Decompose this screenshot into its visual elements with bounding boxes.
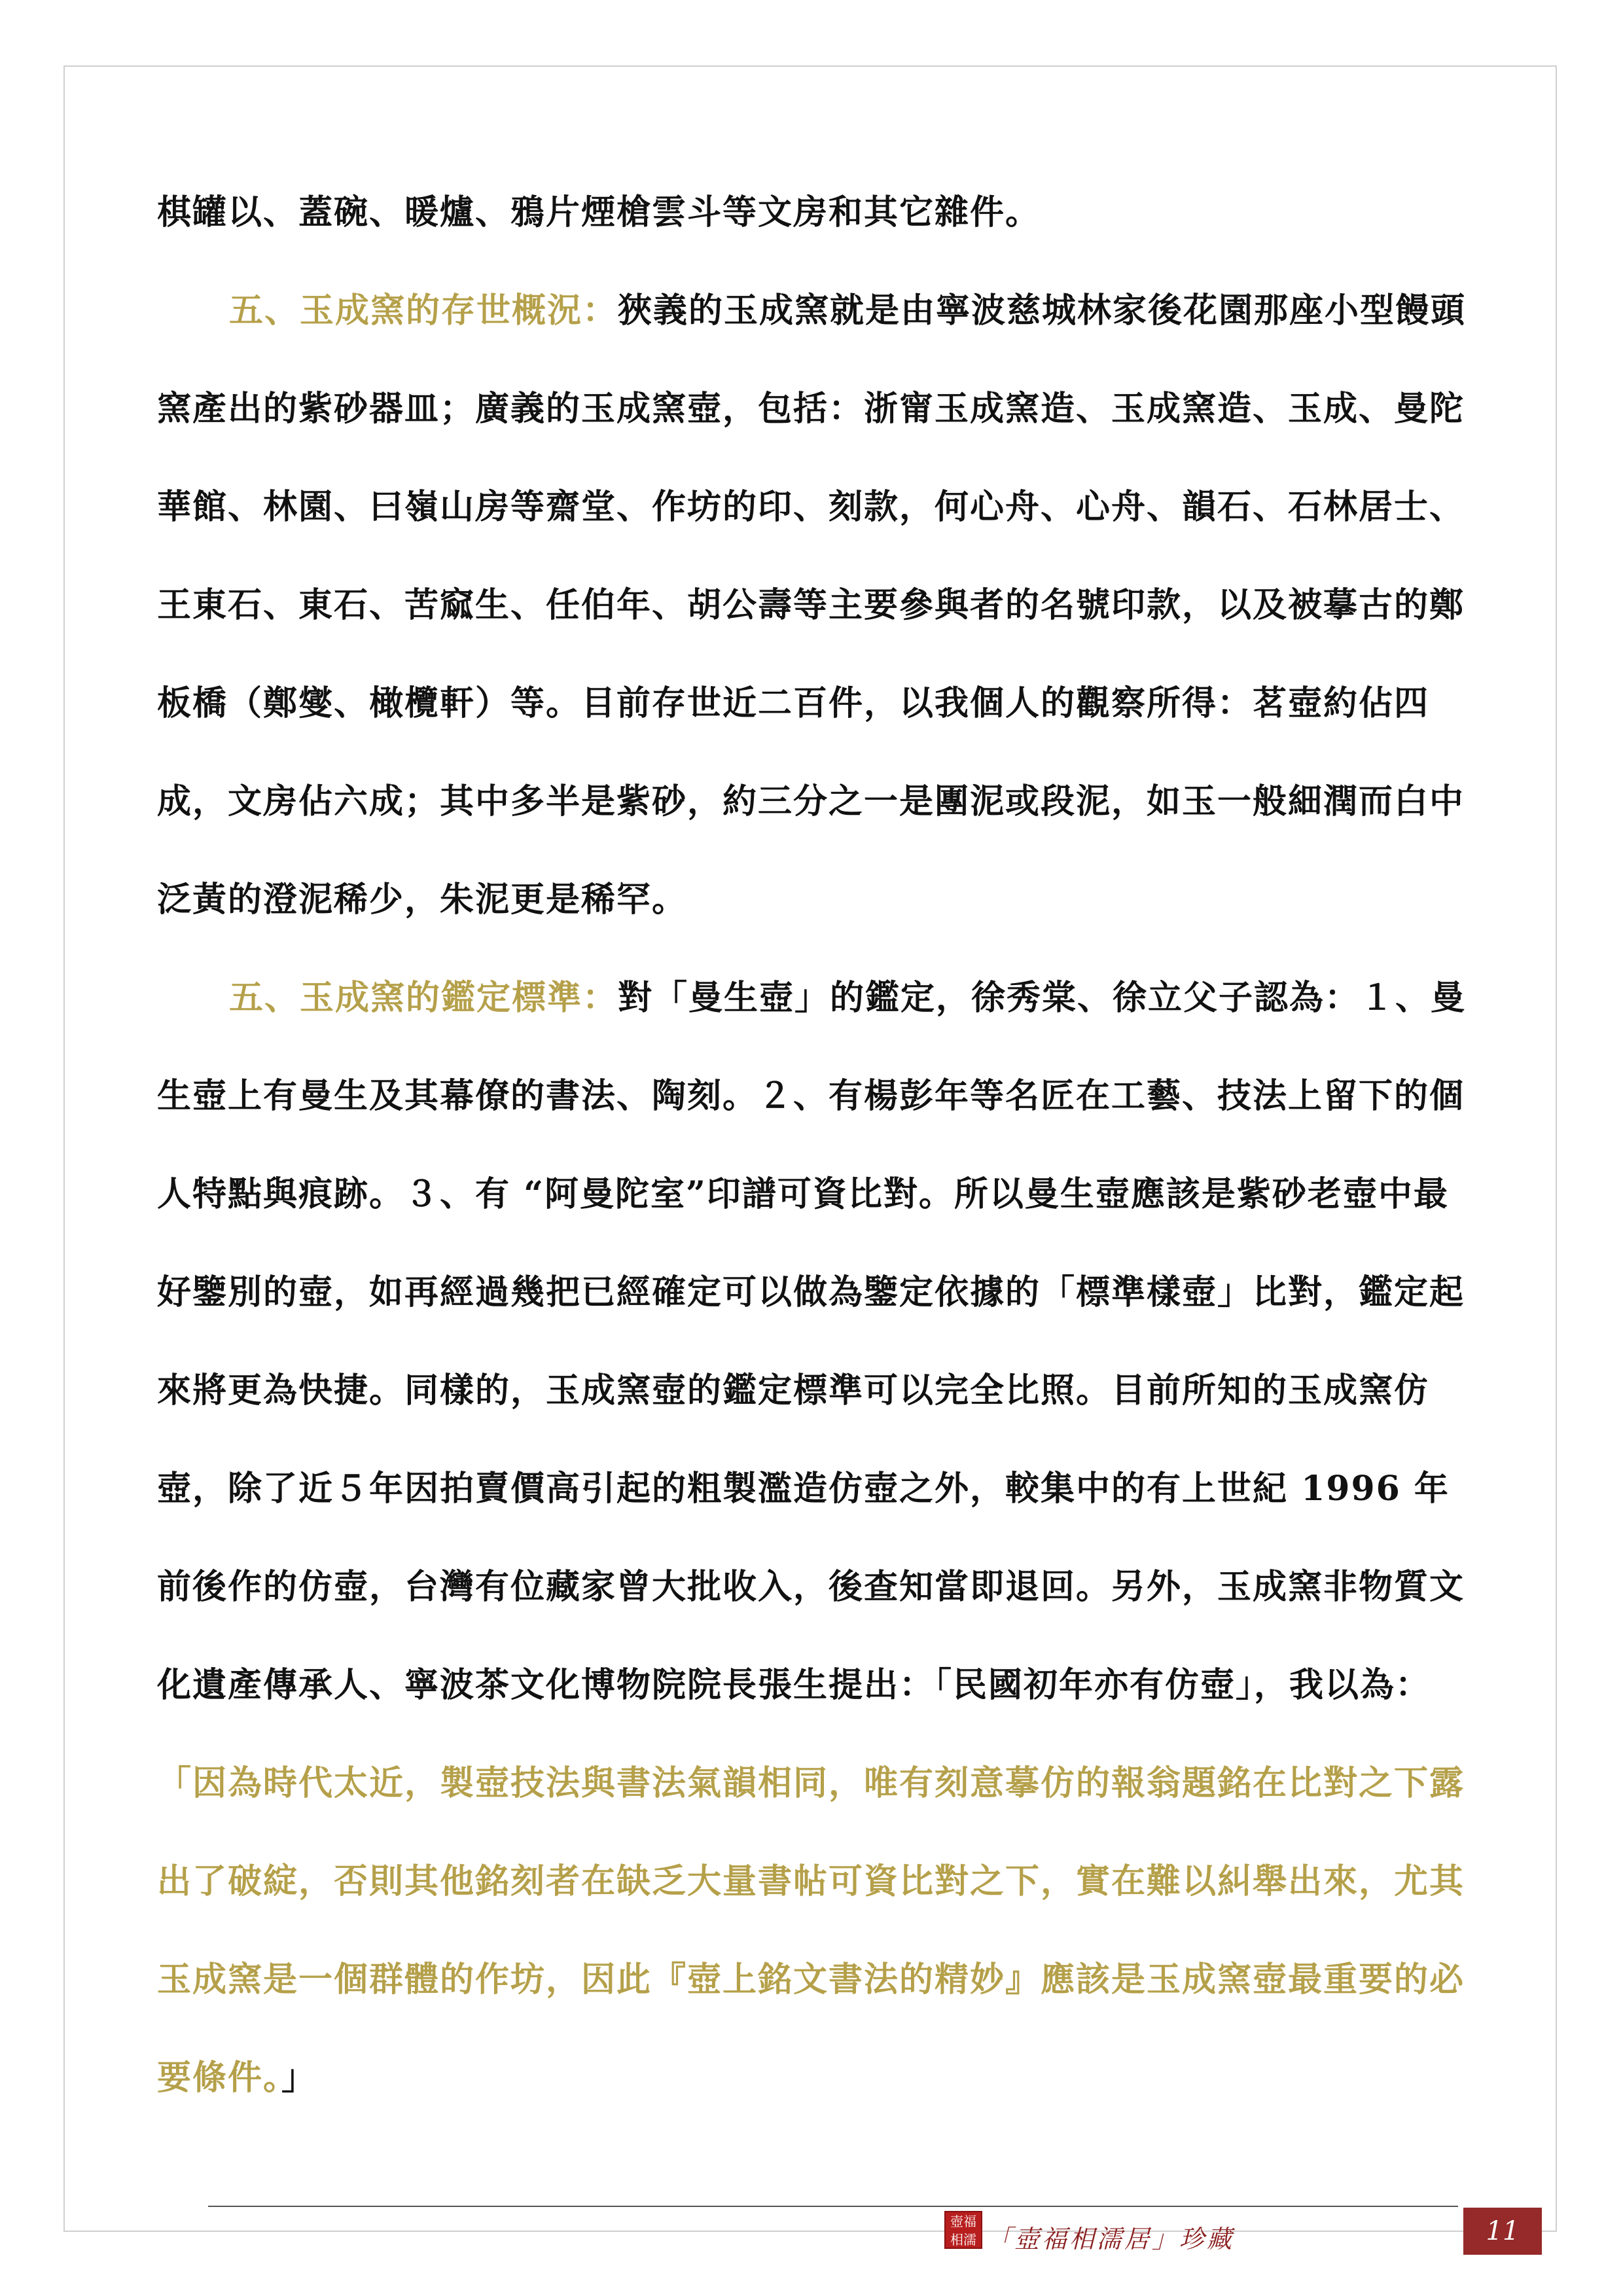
paragraph-identification-standard: [157, 949, 1472, 2127]
page-number: 11: [1463, 2208, 1542, 2255]
section-heading-identification: 五、玉成窯的鑑定標準：: [229, 978, 618, 1018]
paragraph-existence-overview: [157, 262, 1472, 949]
seal-logo: 壺福相濡: [944, 2211, 982, 2249]
footer-brand: 「壺福相濡居」珍藏: [987, 2225, 1235, 2253]
footer-divider: [208, 2206, 1458, 2207]
paragraph-text: 狹義的玉成窯就是由寧波慈城林家後花園那座小型饅頭窯產出的紫砂器皿；廣義的玉成窯壺，包括：浙甯玉成窯造、玉成窯造、玉成、曼陀華館、林園、曰嶺山房等齋堂、作坊的印、刻款，何心舟、心舟、韻石、石林居士、王東石、東石、苦窳生、任伯年、胡公壽等主要參與者的名號印款，以及被摹古的鄭板橋（鄭燮、橄欖軒）等。目前存世近二百件，以我個人的觀察所得：茗壺約佔四成，文房佔六成；其中多半是紫砂，約三分之一是團泥或段泥，如玉一般細潤而白中泛黃的澄泥稀少，朱泥更是稀罕。: [157, 291, 1467, 920]
highlighted-quote: 「因為時代太近，製壺技法與書法氣韻相同，唯有刻意摹仿的報翁題銘在比對之下露出了破綻，否則其他銘刻者在缺乏大量書帖可資比對之下，實在難以糾舉出來，尤其玉成窯是一個群體的作坊，因此『壺上銘文書法的精妙』應該是玉成窯壺最重要的必要條件。: [157, 1763, 1465, 2098]
paragraph-text: 對「曼生壺」的鑑定，徐秀棠、徐立父子認為：１、曼生壺上有曼生及其幕僚的書法、陶刻。２、有楊彭年等名匠在工藝、技法上留下的個人特點與痕跡。３、有 “阿曼陀室”印譜可資比對。所以曼生壺應該是紫砂老壺中最好鑒別的壺，如再經過幾把已經確定可以做為鑒定依據的「標準樣壺」比對，鑑定起來將更為快捷。同樣的，玉成窯壺的鑑定標準可以完全比照。目前所知的玉成窯仿壺，除了近５年因拍賣價高引起的粗製濫造仿壺之外，較集中的有上世紀 1996 年前後作的仿壺，台灣有位藏家曾大批收入，後查知當即退回。另外，玉成窯非物質文化遺產傳承人、寧波茶文化博物院院長張生提出：「民國初年亦有仿壺」，我以為：: [157, 978, 1467, 1705]
section-heading-existence: 五、玉成窯的存世概況：: [229, 291, 618, 331]
quote-close-mark: 」: [281, 2058, 317, 2098]
page-body: [157, 164, 1472, 2127]
paragraph-continuation: 棋罐以、蓋碗、暖爐、鴉片煙槍雲斗等文房和其它雜件。: [157, 192, 1041, 232]
